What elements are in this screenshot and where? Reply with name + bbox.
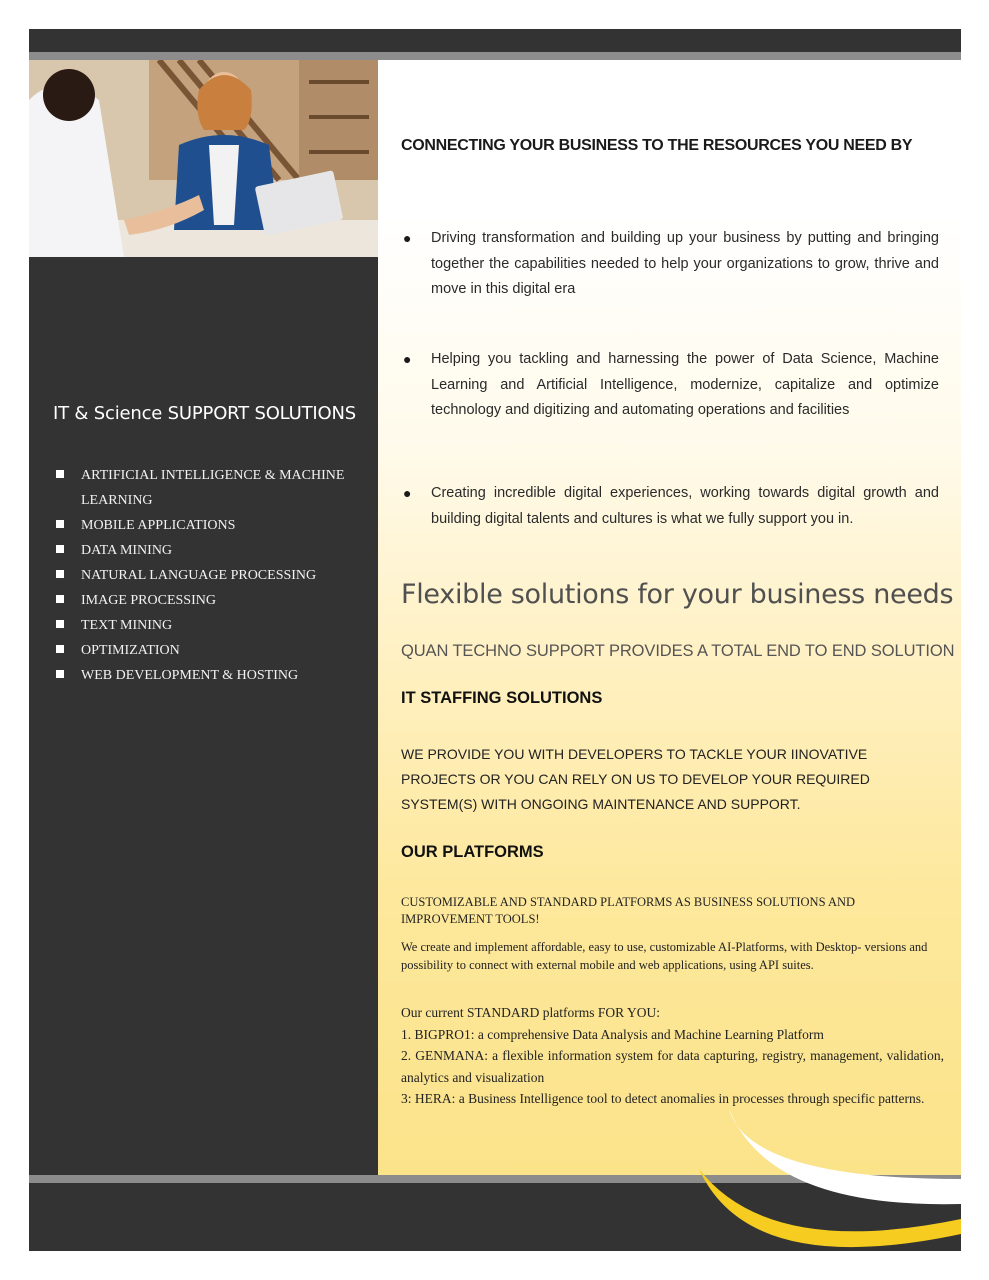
flexible-solutions-title: Flexible solutions for your business needs [401, 579, 954, 610]
list-item: IMAGE PROCESSING [53, 588, 353, 613]
platforms-list [401, 1002, 944, 1110]
list-item: TEXT MINING [53, 613, 353, 638]
list-item: 3: HERA: a Business Intelligence tool to detect anomalies in processes through specific patterns. [401, 1091, 925, 1107]
list-item: 1. BIGPRO1: a comprehensive Data Analysis and Machine Learning Platform [401, 1026, 824, 1042]
top-bar [29, 29, 961, 52]
square-bullet-icon [56, 620, 64, 628]
list-item: DATA MINING [53, 538, 353, 563]
list-item: NATURAL LANGUAGE PROCESSING [53, 563, 353, 588]
bullet-item: ● Helping you tackling and harnessing the power of Data Science, Machine Learning and Artificial Intelligence, modernize, capitalize and optimize technology and digitizing and automating operations and facilities [401, 347, 939, 424]
square-bullet-icon [56, 570, 64, 578]
list-item: WEB DEVELOPMENT & HOSTING [53, 663, 353, 688]
quan-subtitle: QUAN TECHNO SUPPORT PROVIDES A TOTAL END TO END SOLUTION [401, 642, 955, 660]
list-item: MOBILE APPLICATIONS [53, 513, 353, 538]
square-bullet-icon [56, 595, 64, 603]
square-bullet-icon [56, 645, 64, 653]
bullet-item: ● Creating incredible digital experiences, working towards digital growth and building digital talents and cultures is what we fully support you in. [401, 481, 939, 532]
platforms-list-title: Our current STANDARD platforms FOR YOU: [401, 1005, 661, 1020]
square-bullet-icon [56, 545, 64, 553]
handshake-photo [29, 60, 378, 257]
square-bullet-icon [56, 520, 64, 528]
square-bullet-icon [56, 670, 64, 678]
solutions-list [53, 463, 353, 688]
bullet-item: ● Driving transformation and building up your business by putting and bringing together the capabilities needed to help your organizations to grow, thrive and move in this digital era [401, 226, 939, 303]
platforms-intro: CUSTOMIZABLE AND STANDARD PLATFORMS AS BUSINESS SOLUTIONS AND IMPROVEMENT TOOLS! [401, 895, 856, 926]
left-panel [29, 60, 378, 1175]
swoosh-decoration [689, 1109, 961, 1251]
top-stripe [29, 52, 961, 60]
connecting-heading: CONNECTING YOUR BUSINESS TO THE RESOURCES YOU NEED BY [401, 137, 913, 154]
staffing-text: WE PROVIDE YOU WITH DEVELOPERS TO TACKLE YOUR IINOVATIVE PROJECTS OR YOU CAN RELY ON US TO DEVELOP YOUR REQUIRED SYSTEM(S) WITH ONGOING MAINTENANCE AND SUPPORT. [401, 746, 870, 812]
list-item: ARTIFICIAL INTELLIGENCE & MACHINE LEARNING [53, 463, 353, 513]
square-bullet-icon [56, 470, 64, 478]
staffing-heading: IT STAFFING SOLUTIONS [401, 689, 603, 707]
bullet-dot-icon: ● [403, 351, 412, 367]
list-item: 2. GENMANA: a flexible information system for data capturing, registry, management, validation, analytics and visualization [401, 1048, 944, 1085]
sidebar-title: IT & Science SUPPORT SOLUTIONS [53, 403, 356, 424]
brochure-page [29, 29, 961, 1251]
bullet-dot-icon: ● [403, 485, 412, 501]
platforms-heading: OUR PLATFORMS [401, 843, 544, 861]
platforms-description: We create and implement affordable, easy to use, customizable AI-Platforms, with Desktop- versions and possibility to connect with external mobile and web applications, using API suites. [401, 940, 928, 972]
list-item: OPTIMIZATION [53, 638, 353, 663]
bullet-dot-icon: ● [403, 230, 412, 246]
